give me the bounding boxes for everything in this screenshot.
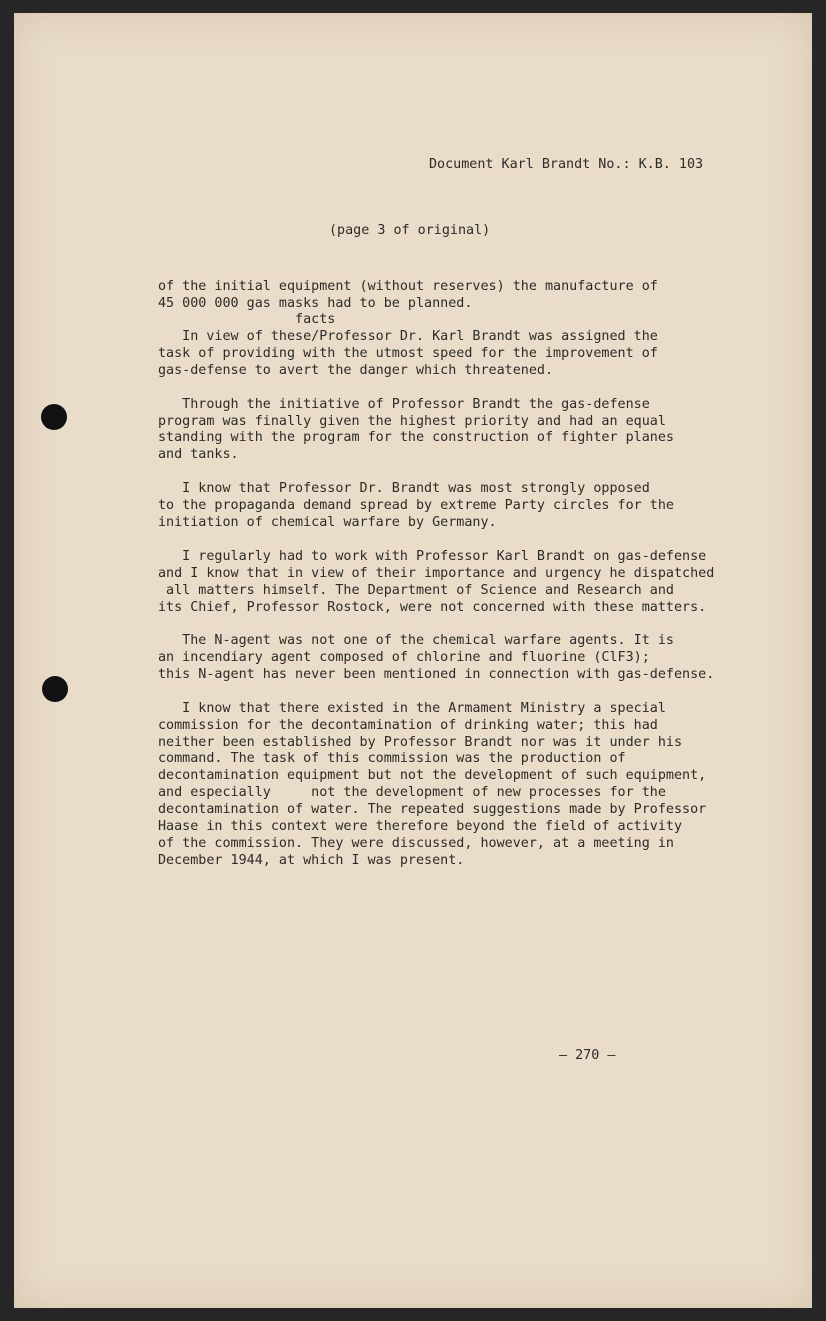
text-line: In view of these/Professor Dr. Karl Brandt was assigned the xyxy=(158,329,658,344)
text-line: its Chief, Professor Rostock, were not concerned with these matters. xyxy=(158,600,707,615)
text-line: program was finally given the highest priority and had an equal xyxy=(158,414,666,429)
document-page xyxy=(14,13,812,1308)
text-line: standing with the program for the construction of fighter planes xyxy=(158,430,674,445)
text-line: I know that Professor Dr. Brandt was most strongly opposed xyxy=(158,481,650,496)
text-line: I regularly had to work with Professor Karl Brandt on gas-defense xyxy=(158,549,707,564)
text-line: I know that there existed in the Armament Ministry a special xyxy=(158,701,666,716)
text-line: The N-agent was not one of the chemical warfare agents. It is xyxy=(158,633,674,648)
text-line: and I know that in view of their importance and urgency he dispatched xyxy=(158,566,715,581)
text-line: this N-agent has never been mentioned in connection with gas-defense. xyxy=(158,667,715,682)
document-header: Document Karl Brandt No.: K.B. 103 xyxy=(429,157,704,172)
text-line: to the propaganda demand spread by extreme Party circles for the xyxy=(158,498,674,513)
text-line: and especially not the development of new processes for the xyxy=(158,785,666,800)
text-line: all matters himself. The Department of Science and Research and xyxy=(158,583,674,598)
text-line: neither been established by Professor Brandt nor was it under his xyxy=(158,735,683,750)
punch-hole xyxy=(42,676,68,702)
page-number: — 270 — xyxy=(559,1048,616,1063)
text-line: Through the initiative of Professor Brandt the gas-defense xyxy=(158,397,650,412)
text-line: facts xyxy=(158,312,336,327)
text-line: initiation of chemical warfare by Germany. xyxy=(158,515,497,530)
text-line: Haase in this context were therefore beyond the field of activity xyxy=(158,819,683,834)
text-line: decontamination of water. The repeated suggestions made by Professor xyxy=(158,802,707,817)
text-line: December 1944, at which I was present. xyxy=(158,853,465,868)
text-line: 45 000 000 gas masks had to be planned. xyxy=(158,296,473,311)
text-line: an incendiary agent composed of chlorine and fluorine (ClF3); xyxy=(158,650,650,665)
text-line: decontamination equipment but not the development of such equipment, xyxy=(158,768,707,783)
text-line: gas-defense to avert the danger which threatened. xyxy=(158,363,554,378)
text-line: command. The task of this commission was the production of xyxy=(158,751,626,766)
text-line: and tanks. xyxy=(158,447,239,462)
punch-hole xyxy=(41,404,67,430)
text-line: commission for the decontamination of drinking water; this had xyxy=(158,718,658,733)
page-of-original: (page 3 of original) xyxy=(329,223,491,238)
text-line: of the initial equipment (without reserves) the manufacture of xyxy=(158,279,658,294)
text-line: of the commission. They were discussed, however, at a meeting in xyxy=(158,836,674,851)
text-line: task of providing with the utmost speed for the improvement of xyxy=(158,346,658,361)
